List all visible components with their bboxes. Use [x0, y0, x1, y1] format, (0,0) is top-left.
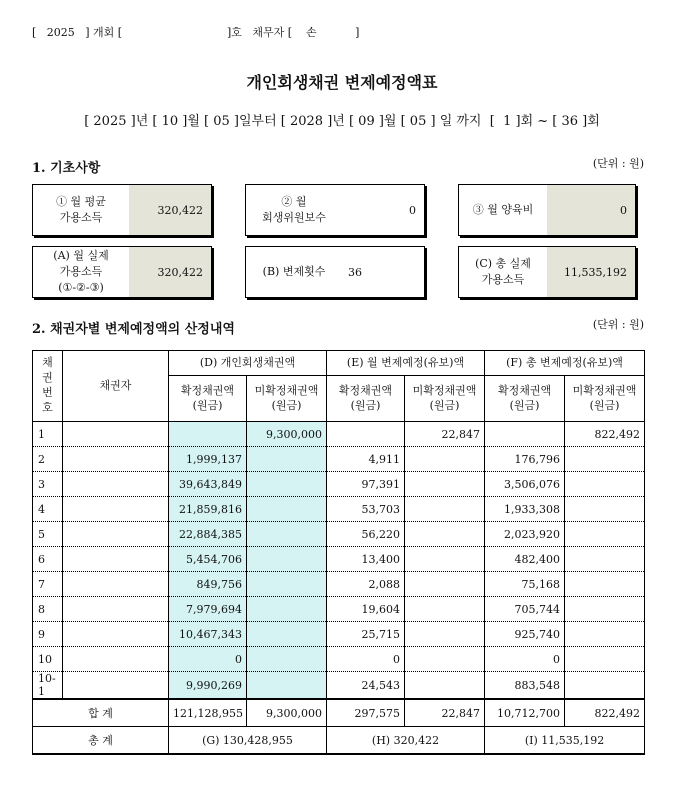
grand-label: 총 계: [33, 727, 169, 755]
cell-f1: 1,933,308: [485, 497, 565, 522]
cell-e2: [405, 472, 485, 497]
section2-unit: (단위 : 원): [592, 318, 644, 331]
cell-f2: [565, 547, 645, 572]
basic-child-support: [458, 184, 636, 236]
table-row: [33, 447, 645, 472]
cell-d2: [247, 647, 327, 672]
cell-e1: 2,088: [327, 572, 405, 597]
cell-e2: [405, 672, 485, 700]
cell-e1: 97,391: [327, 472, 405, 497]
cell-d1: 5,454,706: [169, 547, 247, 572]
repayment-period: [ 2025 ]년 [ 10 ]월 [ 05 ]일부터 [ 2028 ]년 [ 09 ]월 [ 05 ] 일 까지 [ 1 ]회 ~ [ 36 ]회: [84, 114, 600, 129]
table-row: [33, 472, 645, 497]
cell-d2: [247, 497, 327, 522]
cell-no: 10: [33, 647, 63, 672]
cell-d1: 0: [169, 647, 247, 672]
cell-f2: [565, 597, 645, 622]
cell-f2: [565, 522, 645, 547]
cell-f1: [485, 422, 565, 447]
table-row: [33, 547, 645, 572]
cell-d1: 849,756: [169, 572, 247, 597]
col-d-unconfirmed: 미확정채권액 (원금): [247, 376, 327, 422]
table-row: [33, 622, 645, 647]
cell-d2: [247, 522, 327, 547]
cell-f1: 482,400: [485, 547, 565, 572]
cell-f2: [565, 572, 645, 597]
cell-f2: [565, 472, 645, 497]
cell-no: 4: [33, 497, 63, 522]
cell-e2: [405, 447, 485, 472]
table-row: [33, 422, 645, 447]
cell-no: 5: [33, 522, 63, 547]
grand-h: (H) 320,422: [327, 727, 485, 755]
basic-label: (A) 월 실제 가용소득 (①-②-③): [53, 249, 109, 294]
cell-e1: 53,703: [327, 497, 405, 522]
basic-value: 320,422: [129, 185, 211, 235]
cell-f1: 883,548: [485, 672, 565, 700]
basic-label: (B) 변제횟수: [262, 265, 326, 279]
basic-label: ② 월 회생위원보수: [262, 195, 326, 224]
cell-d2: [247, 572, 327, 597]
cell-f1: 705,744: [485, 597, 565, 622]
cell-no: 2: [33, 447, 63, 472]
cell-e1: 19,604: [327, 597, 405, 622]
basic-label: (C) 총 실제 가용소득: [475, 257, 531, 286]
table-row: [33, 647, 645, 672]
section1-unit: (단위 : 원): [592, 157, 644, 170]
table-row: [33, 572, 645, 597]
col-f-confirmed: 확정채권액 (원금): [485, 376, 565, 422]
cell-no: 6: [33, 547, 63, 572]
cell-e2: [405, 622, 485, 647]
cell-d2: [247, 547, 327, 572]
section1-title: 1. 기초사항: [32, 161, 101, 176]
cell-d1: 10,467,343: [169, 622, 247, 647]
cell-e1: [327, 422, 405, 447]
cell-no: 7: [33, 572, 63, 597]
cell-e1: 4,911: [327, 447, 405, 472]
cell-d1: 39,643,849: [169, 472, 247, 497]
cell-creditor: [63, 572, 169, 597]
total-f1: 10,712,700: [485, 699, 565, 727]
basic-value: 0: [547, 185, 635, 235]
cell-creditor: [63, 622, 169, 647]
cell-e2: [405, 597, 485, 622]
cell-no: 9: [33, 622, 63, 647]
cell-d1: 7,979,694: [169, 597, 247, 622]
cell-d2: 9,300,000: [247, 422, 327, 447]
cell-f1: 75,168: [485, 572, 565, 597]
cell-e1: 25,715: [327, 622, 405, 647]
cell-e2: [405, 547, 485, 572]
cell-d2: [247, 597, 327, 622]
cell-d1: 9,990,269: [169, 672, 247, 700]
col-f-unconfirmed: 미확정채권액 (원금): [565, 376, 645, 422]
cell-creditor: [63, 472, 169, 497]
basic-label: ③ 월 양육비: [472, 203, 534, 217]
cell-creditor: [63, 422, 169, 447]
col-e-unconfirmed: 미확정채권액 (원금): [405, 376, 485, 422]
col-e-confirmed: 확정채권액 (원금): [327, 376, 405, 422]
cell-f2: [565, 622, 645, 647]
cell-e1: 56,220: [327, 522, 405, 547]
cell-creditor: [63, 597, 169, 622]
basic-repayment-count: [245, 246, 425, 298]
table-row: [33, 597, 645, 622]
grand-i: (I) 11,535,192: [485, 727, 645, 755]
col-no-header: 채권 번호: [33, 351, 63, 422]
total-f2: 822,492: [565, 699, 645, 727]
repayment-table: [32, 350, 645, 755]
cell-creditor: [63, 522, 169, 547]
cell-e2: [405, 522, 485, 547]
total-label: 합 계: [33, 699, 169, 727]
cell-e2: [405, 572, 485, 597]
cell-creditor: [63, 647, 169, 672]
cell-f2: 822,492: [565, 422, 645, 447]
cell-no: 1: [33, 422, 63, 447]
table-row: [33, 522, 645, 547]
basic-commissioner-fee: [245, 184, 425, 236]
cell-e1: 24,543: [327, 672, 405, 700]
cell-f1: 3,506,076: [485, 472, 565, 497]
basic-total-income: [458, 246, 636, 298]
cell-d2: [247, 622, 327, 647]
cell-d2: [247, 672, 327, 700]
cell-e1: 13,400: [327, 547, 405, 572]
cell-no: 3: [33, 472, 63, 497]
total-e2: 22,847: [405, 699, 485, 727]
cell-f2: [565, 672, 645, 700]
col-d-header: (D) 개인회생채권액: [169, 351, 327, 376]
col-creditor-header: 채권자: [63, 351, 169, 422]
cell-creditor: [63, 672, 169, 700]
table-row: [33, 497, 645, 522]
cell-f1: 176,796: [485, 447, 565, 472]
basic-actual-monthly-income: [32, 246, 212, 298]
cell-e2: [405, 497, 485, 522]
cell-d1: 21,859,816: [169, 497, 247, 522]
cell-e1: 0: [327, 647, 405, 672]
basic-value: 11,535,192: [547, 247, 635, 297]
cell-d1: 22,884,385: [169, 522, 247, 547]
total-d1: 121,128,955: [169, 699, 247, 727]
cell-no: 8: [33, 597, 63, 622]
basic-label: ① 월 평균 가용소득: [56, 195, 106, 224]
cell-creditor: [63, 497, 169, 522]
total-e1: 297,575: [327, 699, 405, 727]
document-title: 개인회생채권 변제예정액표: [246, 73, 438, 92]
cell-f2: [565, 647, 645, 672]
cell-f1: 2,023,920: [485, 522, 565, 547]
case-header: [ 2025 ] 개회 [ ]호 채무자 [ 손 ]: [32, 26, 360, 39]
cell-no: 10-1: [33, 672, 63, 700]
total-row: [33, 699, 645, 727]
grand-g: (G) 130,428,955: [169, 727, 327, 755]
cell-d1: [169, 422, 247, 447]
cell-d2: [247, 472, 327, 497]
cell-f1: 0: [485, 647, 565, 672]
cell-f1: 925,740: [485, 622, 565, 647]
cell-f2: [565, 497, 645, 522]
cell-d2: [247, 447, 327, 472]
cell-e2: [405, 647, 485, 672]
total-d2: 9,300,000: [247, 699, 327, 727]
basic-value: 320,422: [129, 247, 211, 297]
basic-monthly-avg-income: [32, 184, 212, 236]
col-f-header: (F) 총 변제예정(유보)액: [485, 351, 645, 376]
col-e-header: (E) 월 변제예정(유보)액: [327, 351, 485, 376]
cell-f2: [565, 447, 645, 472]
table-row: [33, 672, 645, 700]
cell-creditor: [63, 547, 169, 572]
grand-total-row: [33, 727, 645, 755]
section2-title: 2. 채권자별 변제예정액의 산정내역: [32, 322, 235, 337]
col-d-confirmed: 확정채권액 (원금): [169, 376, 247, 422]
cell-d1: 1,999,137: [169, 447, 247, 472]
cell-creditor: [63, 447, 169, 472]
cell-e2: 22,847: [405, 422, 485, 447]
basic-value: 0: [409, 203, 416, 217]
basic-value: 36: [348, 265, 362, 279]
